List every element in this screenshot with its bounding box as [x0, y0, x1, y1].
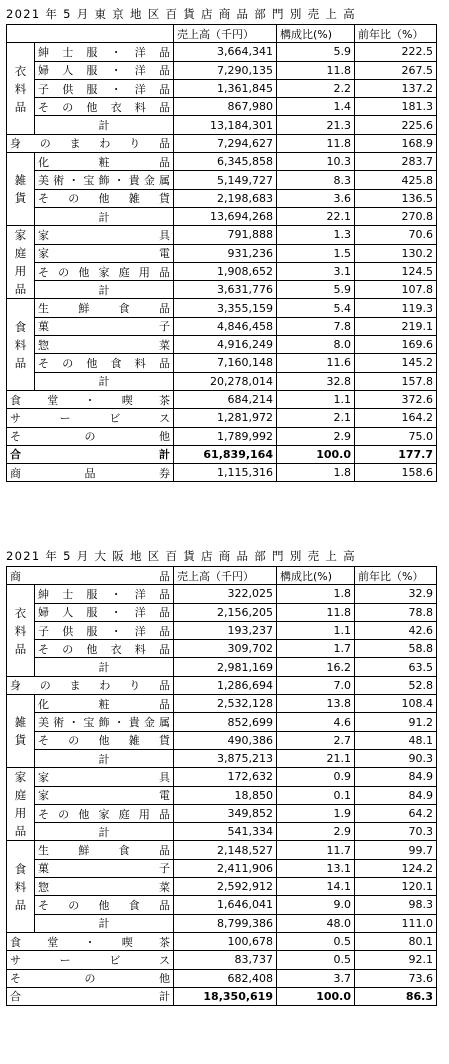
voucher-row: [7, 464, 437, 482]
category-char: 料: [14, 623, 27, 638]
table-row: [7, 713, 437, 731]
ratio-cell: 3.1: [277, 262, 355, 280]
table-row: [7, 603, 437, 621]
ratio-cell: 22.1: [277, 207, 355, 225]
table-row: [7, 43, 437, 61]
sales-cell: 1,286,694: [174, 676, 277, 694]
table-row: [7, 695, 437, 713]
yoy-cell: 75.0: [355, 427, 437, 445]
yoy-cell: 91.2: [355, 713, 437, 731]
subtotal-label: 計: [35, 372, 174, 390]
ratio-cell: 5.9: [277, 281, 355, 299]
yoy-cell: 145.2: [355, 354, 437, 372]
yoy-cell: 181.3: [355, 98, 437, 116]
row-label: 惣菜: [35, 336, 174, 354]
service-row: [7, 951, 437, 969]
ratio-cell: 3.6: [277, 189, 355, 207]
sales-cell: 3,631,776: [174, 281, 277, 299]
sales-cell: 791,888: [174, 226, 277, 244]
ratio-cell: 2.9: [277, 823, 355, 841]
table-row: [7, 585, 437, 603]
row-label: 婦人服・洋品: [35, 61, 174, 79]
ratio-cell: 10.3: [277, 153, 355, 171]
row-label: 惣菜: [35, 878, 174, 896]
yoy-cell: 111.0: [355, 914, 437, 932]
table-row: [7, 786, 437, 804]
yoy-cell: 73.6: [355, 969, 437, 987]
ratio-cell: 21.1: [277, 749, 355, 767]
row-label: 菓子: [35, 317, 174, 335]
service-label: サービス: [7, 951, 174, 969]
category-char: 衣: [14, 605, 27, 620]
table-row: [7, 317, 437, 335]
subtotal-label: 計: [35, 116, 174, 134]
ratio-cell: 11.6: [277, 354, 355, 372]
table-row: [7, 731, 437, 749]
subtotal-label: 計: [35, 749, 174, 767]
sales-cell: 7,160,148: [174, 354, 277, 372]
food-category-cell: [7, 841, 35, 932]
sales-cell: 172,632: [174, 768, 277, 786]
ratio-cell: 1.4: [277, 98, 355, 116]
row-label: その他食品: [35, 896, 174, 914]
category-char: 品: [14, 355, 27, 370]
personal-row: [7, 676, 437, 694]
category-char: 品: [14, 897, 27, 912]
ratio-cell: 2.2: [277, 79, 355, 97]
sales-cell: 83,737: [174, 951, 277, 969]
sales-cell: 309,702: [174, 640, 277, 658]
header-corner: 商品: [7, 567, 174, 585]
sales-cell: 18,850: [174, 786, 277, 804]
sales-cell: 2,981,169: [174, 658, 277, 676]
yoy-cell: 86.3: [355, 987, 437, 1005]
table-row: [7, 768, 437, 786]
row-label: 化粧品: [35, 153, 174, 171]
category-char: 品: [14, 99, 27, 114]
table-row: [7, 878, 437, 896]
category-char: 雑: [14, 173, 27, 188]
yoy-cell: 158.6: [355, 464, 437, 482]
sales-cell: 541,334: [174, 823, 277, 841]
ratio-cell: 7.0: [277, 676, 355, 694]
subtotal-label: 計: [35, 914, 174, 932]
food-category-cell: [7, 299, 35, 390]
sales-cell: 4,916,249: [174, 336, 277, 354]
yoy-cell: 270.8: [355, 207, 437, 225]
yoy-cell: 222.5: [355, 43, 437, 61]
category-char: 料: [14, 81, 27, 96]
row-label: 子供服・洋品: [35, 621, 174, 639]
yoy-cell: 372.6: [355, 390, 437, 408]
row-label: 婦人服・洋品: [35, 603, 174, 621]
sales-cell: 1,281,972: [174, 409, 277, 427]
subtotal-row: [7, 372, 437, 390]
ratio-cell: 5.9: [277, 43, 355, 61]
sales-cell: 18,350,619: [174, 987, 277, 1005]
table-row: [7, 336, 437, 354]
yoy-cell: 130.2: [355, 244, 437, 262]
sales-cell: 931,236: [174, 244, 277, 262]
yoy-cell: 98.3: [355, 896, 437, 914]
other-row: [7, 427, 437, 445]
ratio-cell: 48.0: [277, 914, 355, 932]
sales-cell: 2,592,912: [174, 878, 277, 896]
tokyo-section: [6, 4, 436, 482]
service-row: [7, 409, 437, 427]
table-row: [7, 244, 437, 262]
yoy-cell: 219.1: [355, 317, 437, 335]
personal-row: [7, 134, 437, 152]
sales-cell: 2,532,128: [174, 695, 277, 713]
subtotal-label: 計: [35, 207, 174, 225]
ratio-cell: 14.1: [277, 878, 355, 896]
sundries-category-cell: [7, 153, 35, 226]
row-label: 子供服・洋品: [35, 79, 174, 97]
ratio-cell: 1.5: [277, 244, 355, 262]
sales-cell: 349,852: [174, 804, 277, 822]
yoy-cell: 157.8: [355, 372, 437, 390]
ratio-cell: 11.8: [277, 61, 355, 79]
sales-cell: 3,664,341: [174, 43, 277, 61]
sales-cell: 322,025: [174, 585, 277, 603]
subtotal-label: 計: [35, 658, 174, 676]
ratio-cell: 0.5: [277, 932, 355, 950]
row-label: 生鮮食品: [35, 299, 174, 317]
sales-cell: 5,149,727: [174, 171, 277, 189]
subtotal-row: [7, 116, 437, 134]
ratio-cell: 4.6: [277, 713, 355, 731]
table-row: [7, 804, 437, 822]
tokyo-table: [6, 24, 437, 482]
household-category-cell: [7, 226, 35, 299]
subtotal-row: [7, 281, 437, 299]
ratio-cell: 1.8: [277, 464, 355, 482]
ratio-cell: 100.0: [277, 445, 355, 463]
yoy-cell: 120.1: [355, 878, 437, 896]
sundries-category-cell: [7, 695, 35, 768]
category-char: 貨: [14, 733, 27, 748]
sales-cell: 2,411,906: [174, 859, 277, 877]
category-char: 衣: [14, 63, 27, 78]
header-corner: [7, 25, 174, 43]
table-row: [7, 98, 437, 116]
yoy-cell: 99.7: [355, 841, 437, 859]
ratio-cell: 0.1: [277, 786, 355, 804]
category-char: 貨: [14, 191, 27, 206]
subtotal-label: 計: [35, 281, 174, 299]
row-label: その他衣料品: [35, 98, 174, 116]
ratio-cell: 9.0: [277, 896, 355, 914]
row-label: その他雑貨: [35, 189, 174, 207]
subtotal-label: 計: [35, 823, 174, 841]
yoy-cell: 124.2: [355, 859, 437, 877]
yoy-cell: 267.5: [355, 61, 437, 79]
ratio-cell: 100.0: [277, 987, 355, 1005]
sales-cell: 1,115,316: [174, 464, 277, 482]
sales-cell: 3,355,159: [174, 299, 277, 317]
category-char: 食: [14, 319, 27, 334]
table-row: [7, 841, 437, 859]
subtotal-row: [7, 914, 437, 932]
table-row: [7, 354, 437, 372]
total-label: 合計: [7, 987, 174, 1005]
ratio-cell: 2.1: [277, 409, 355, 427]
yoy-cell: 164.2: [355, 409, 437, 427]
ratio-cell: 7.8: [277, 317, 355, 335]
clothing-category-cell: [7, 43, 35, 134]
sales-cell: 100,678: [174, 932, 277, 950]
header-sales: 売上高（千円）: [174, 25, 277, 43]
household-category-cell: [7, 768, 35, 841]
row-label: 美術・宝飾・貴金属: [35, 171, 174, 189]
yoy-cell: 32.9: [355, 585, 437, 603]
category-char: 料: [14, 337, 27, 352]
ratio-cell: 21.3: [277, 116, 355, 134]
yoy-cell: 168.9: [355, 134, 437, 152]
osaka-title: 2021 年 5 月 大 阪 地 区 百 貨 店 商 品 部 門 別 売 上 高: [6, 549, 356, 563]
sales-cell: 4,846,458: [174, 317, 277, 335]
row-label: その他衣料品: [35, 640, 174, 658]
table-row: [7, 153, 437, 171]
ratio-cell: 1.3: [277, 226, 355, 244]
yoy-cell: 225.6: [355, 116, 437, 134]
sales-cell: 1,646,041: [174, 896, 277, 914]
yoy-cell: 283.7: [355, 153, 437, 171]
yoy-cell: 42.6: [355, 621, 437, 639]
ratio-cell: 3.7: [277, 969, 355, 987]
tokyo-title: 2021 年 5 月 東 京 地 区 百 貨 店 商 品 部 門 別 売 上 高: [6, 7, 356, 21]
ratio-cell: 32.8: [277, 372, 355, 390]
restaurant-row: [7, 932, 437, 950]
sales-cell: 2,148,527: [174, 841, 277, 859]
yoy-cell: 48.1: [355, 731, 437, 749]
sales-cell: 7,290,135: [174, 61, 277, 79]
yoy-cell: 58.8: [355, 640, 437, 658]
sales-cell: 682,408: [174, 969, 277, 987]
yoy-cell: 107.8: [355, 281, 437, 299]
category-char: 家: [14, 228, 27, 243]
sales-cell: 1,908,652: [174, 262, 277, 280]
yoy-cell: 70.6: [355, 226, 437, 244]
ratio-cell: 1.7: [277, 640, 355, 658]
row-label: 紳士服・洋品: [35, 43, 174, 61]
restaurant-label: 食堂・喫茶: [7, 932, 174, 950]
subtotal-row: [7, 658, 437, 676]
table-row: [7, 262, 437, 280]
subtotal-row: [7, 749, 437, 767]
ratio-cell: 13.1: [277, 859, 355, 877]
category-char: 品: [14, 824, 27, 839]
total-label: 合計: [7, 445, 174, 463]
clothing-category-cell: [7, 585, 35, 676]
yoy-cell: 64.2: [355, 804, 437, 822]
sales-cell: 193,237: [174, 621, 277, 639]
sales-cell: 2,198,683: [174, 189, 277, 207]
ratio-cell: 11.7: [277, 841, 355, 859]
yoy-cell: 136.5: [355, 189, 437, 207]
yoy-cell: 84.9: [355, 786, 437, 804]
other-label: その他: [7, 969, 174, 987]
sales-cell: 3,875,213: [174, 749, 277, 767]
header-yoy: 前年比（%）: [355, 567, 437, 585]
row-label: 美術・宝飾・貴金属: [35, 713, 174, 731]
row-label: 家具: [35, 768, 174, 786]
ratio-cell: 5.4: [277, 299, 355, 317]
ratio-cell: 1.9: [277, 804, 355, 822]
header-row: [7, 25, 437, 43]
row-label: 化粧品: [35, 695, 174, 713]
personal-label: 身のまわり品: [7, 676, 174, 694]
table-row: [7, 171, 437, 189]
row-label: 生鮮食品: [35, 841, 174, 859]
row-label: 家具: [35, 226, 174, 244]
ratio-cell: 13.8: [277, 695, 355, 713]
other-row: [7, 969, 437, 987]
subtotal-row: [7, 823, 437, 841]
yoy-cell: 52.8: [355, 676, 437, 694]
row-label: 紳士服・洋品: [35, 585, 174, 603]
sales-cell: 867,980: [174, 98, 277, 116]
category-char: 家: [14, 770, 27, 785]
sales-cell: 684,214: [174, 390, 277, 408]
table-row: [7, 189, 437, 207]
total-row: [7, 987, 437, 1005]
ratio-cell: 1.1: [277, 621, 355, 639]
yoy-cell: 63.5: [355, 658, 437, 676]
sales-cell: 20,278,014: [174, 372, 277, 390]
sales-cell: 6,345,858: [174, 153, 277, 171]
yoy-cell: 169.6: [355, 336, 437, 354]
table-row: [7, 79, 437, 97]
sales-cell: 13,184,301: [174, 116, 277, 134]
sales-cell: 13,694,268: [174, 207, 277, 225]
table-row: [7, 299, 437, 317]
row-label: その他雑貨: [35, 731, 174, 749]
row-label: その他家庭用品: [35, 804, 174, 822]
category-char: 雑: [14, 715, 27, 730]
row-label: 家電: [35, 786, 174, 804]
osaka-table: [6, 566, 437, 1006]
row-label: その他家庭用品: [35, 262, 174, 280]
ratio-cell: 0.9: [277, 768, 355, 786]
table-row: [7, 61, 437, 79]
ratio-cell: 0.5: [277, 951, 355, 969]
header-ratio: 構成比(%): [277, 567, 355, 585]
yoy-cell: 70.3: [355, 823, 437, 841]
restaurant-label: 食堂・喫茶: [7, 390, 174, 408]
yoy-cell: 108.4: [355, 695, 437, 713]
ratio-cell: 2.9: [277, 427, 355, 445]
category-char: 庭: [14, 246, 27, 261]
personal-label: 身のまわり品: [7, 134, 174, 152]
sales-cell: 2,156,205: [174, 603, 277, 621]
sales-cell: 1,361,845: [174, 79, 277, 97]
category-char: 用: [14, 806, 27, 821]
category-char: 用: [14, 264, 27, 279]
table-row: [7, 621, 437, 639]
ratio-cell: 16.2: [277, 658, 355, 676]
category-char: 品: [14, 641, 27, 656]
subtotal-row: [7, 207, 437, 225]
category-char: 庭: [14, 788, 27, 803]
table-row: [7, 896, 437, 914]
yoy-cell: 137.2: [355, 79, 437, 97]
category-char: 料: [14, 879, 27, 894]
row-label: 菓子: [35, 859, 174, 877]
ratio-cell: 8.3: [277, 171, 355, 189]
header-ratio: 構成比(%): [277, 25, 355, 43]
sales-cell: 8,799,386: [174, 914, 277, 932]
row-label: 家電: [35, 244, 174, 262]
sales-cell: 852,699: [174, 713, 277, 731]
other-label: その他: [7, 427, 174, 445]
yoy-cell: 92.1: [355, 951, 437, 969]
header-yoy: 前年比（%）: [355, 25, 437, 43]
header-row: [7, 567, 437, 585]
category-char: 食: [14, 861, 27, 876]
total-row: [7, 445, 437, 463]
yoy-cell: 119.3: [355, 299, 437, 317]
row-label: その他食料品: [35, 354, 174, 372]
table-row: [7, 859, 437, 877]
sales-cell: 490,386: [174, 731, 277, 749]
yoy-cell: 425.8: [355, 171, 437, 189]
table-row: [7, 226, 437, 244]
restaurant-row: [7, 390, 437, 408]
ratio-cell: 11.8: [277, 603, 355, 621]
yoy-cell: 177.7: [355, 445, 437, 463]
yoy-cell: 124.5: [355, 262, 437, 280]
sales-cell: 61,839,164: [174, 445, 277, 463]
ratio-cell: 1.8: [277, 585, 355, 603]
yoy-cell: 80.1: [355, 932, 437, 950]
header-sales: 売上高（千円）: [174, 567, 277, 585]
ratio-cell: 2.7: [277, 731, 355, 749]
service-label: サービス: [7, 409, 174, 427]
voucher-label: 商品券: [7, 464, 174, 482]
sales-cell: 1,789,992: [174, 427, 277, 445]
ratio-cell: 1.1: [277, 390, 355, 408]
yoy-cell: 90.3: [355, 749, 437, 767]
category-char: 品: [14, 282, 27, 297]
osaka-section: [6, 546, 436, 1006]
ratio-cell: 8.0: [277, 336, 355, 354]
yoy-cell: 78.8: [355, 603, 437, 621]
yoy-cell: 84.9: [355, 768, 437, 786]
table-row: [7, 640, 437, 658]
sales-cell: 7,294,627: [174, 134, 277, 152]
ratio-cell: 11.8: [277, 134, 355, 152]
